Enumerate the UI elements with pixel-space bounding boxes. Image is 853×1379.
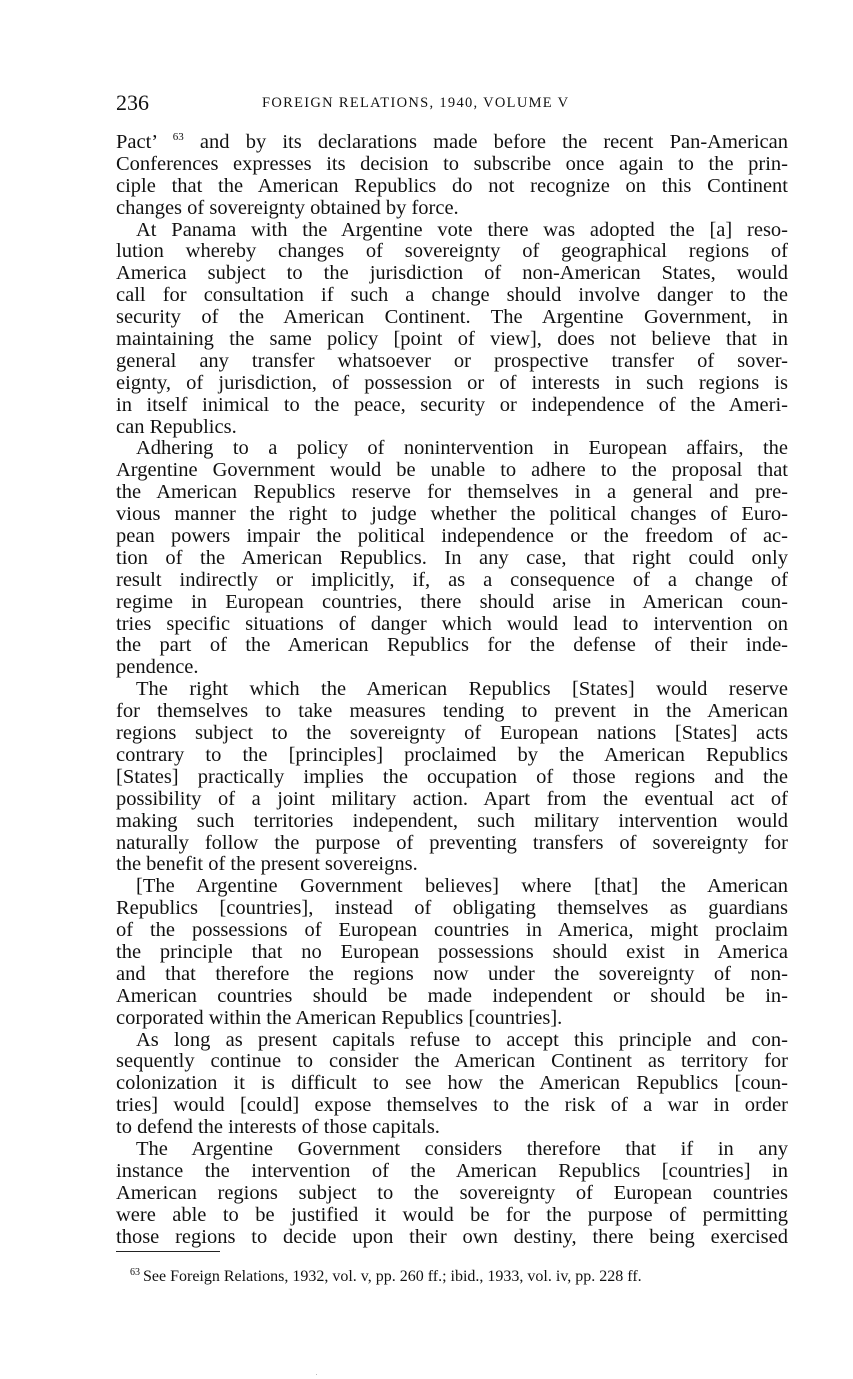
- footnote-divider: [116, 1251, 220, 1252]
- text-line: tries specific situations of danger which would lead to intervention on: [116, 613, 788, 635]
- text-line: were able to be justified it would be for the purpose of permitting: [116, 1204, 788, 1226]
- text-line: the American Republics reserve for themselves in a general and pre-: [116, 482, 788, 504]
- text-line: the part of the American Republics for the defense of their inde-: [116, 635, 788, 657]
- text-line: pean powers impair the political independence or the freedom of ac-: [116, 526, 788, 548]
- text-line: corporated within the American Republics [countries].: [116, 1007, 563, 1029]
- text-line: As long as present capitals refuse to accept this principle and con-: [136, 1029, 788, 1051]
- text-line: ciple that the American Republics do not recognize on this Continent: [116, 175, 788, 197]
- text-line: those regions to decide upon their own destiny, there being exercised: [116, 1226, 788, 1248]
- text-line: instance the intervention of the American Republics [countries] in: [116, 1160, 788, 1182]
- text-line: colonization it is difficult to see how the American Republics [coun-: [116, 1073, 788, 1095]
- text-line: changes of sovereignty obtained by force.: [116, 197, 459, 219]
- text-line: security of the American Continent. The Argentine Government, in: [116, 307, 788, 329]
- page-header: [116, 90, 788, 120]
- footnote-reference[interactable]: 63: [172, 132, 184, 144]
- text-line: maintaining the same policy [point of view], does not believe that in: [116, 329, 788, 351]
- text-line: the benefit of the present sovereigns.: [116, 854, 418, 876]
- footnote: [130, 1268, 790, 1286]
- text-line: The right which the American Republics [States] would reserve: [136, 679, 788, 701]
- text-line: call for consultation if such a change should involve danger to the: [116, 285, 788, 307]
- text-line: contrary to the [principles] proclaimed by the American Republics: [116, 744, 788, 766]
- text-line: making such territories independent, such military intervention would: [116, 810, 788, 832]
- text-line: Argentine Government would be unable to adhere to the proposal that: [116, 460, 788, 482]
- text-line: in itself inimical to the peace, security or independence of the Ameri-: [116, 394, 788, 416]
- text-line: eignty, of jurisdiction, of possession or of interests in such regions is: [116, 372, 788, 394]
- text-line: regions subject to the sovereignty of European nations [States] acts: [116, 723, 788, 745]
- text-line: for themselves to take measures tending to prevent in the American: [116, 701, 788, 723]
- text-line: Republics [countries], instead of obligating themselves as guardians: [116, 898, 788, 920]
- text-line: result indirectly or implicitly, if, as a consequence of a change of: [116, 569, 788, 591]
- text-line: the principle that no European possessions should exist in America: [116, 941, 788, 963]
- text-line: American regions subject to the sovereignty of European countries: [116, 1182, 788, 1204]
- text-line: of the possessions of European countries in America, might proclaim: [116, 920, 788, 942]
- text-line: regime in European countries, there should arise in American coun-: [116, 591, 788, 613]
- text-line: At Panama with the Argentine vote there was adopted the [a] reso-: [136, 219, 788, 241]
- footnote-text: See Foreign Relations, 1932, vol. v, pp. 260 ff.; ibid., 1933, vol. iv, pp. 228 ff.: [143, 1268, 642, 1285]
- text-line: possibility of a joint military action. Apart from the eventual act of: [116, 788, 788, 810]
- text-line: Adhering to a policy of nonintervention in European affairs, the: [136, 438, 788, 460]
- text-line: The Argentine Government considers therefore that if in any: [136, 1138, 788, 1160]
- text-line: [The Argentine Government believes] where [that] the American: [136, 876, 788, 898]
- text-line: pendence.: [116, 657, 199, 679]
- text-line: America subject to the jurisdiction of non-American States, would: [116, 263, 788, 285]
- text-line: can Republics.: [116, 416, 237, 438]
- text-line: naturally follow the purpose of preventing transfers of sovereignty for: [116, 832, 788, 854]
- text-line: American countries should be made independent or should be in-: [116, 985, 788, 1007]
- text-line: lution whereby changes of sovereignty of geographical regions of: [116, 241, 788, 263]
- text-line: Pact’ $^{63}$ and by its declarations made before the recent Pan-American: [116, 132, 788, 153]
- text-line: [States] practically implies the occupation of those regions and the: [116, 766, 788, 788]
- body-text: [116, 132, 788, 1248]
- text-line: tion of the American Republics. In any case, that right could only: [116, 547, 788, 569]
- running-head: FOREIGN RELATIONS, 1940, VOLUME V: [262, 95, 570, 111]
- text-line: to defend the interests of those capitals.: [116, 1117, 440, 1139]
- text-line: tries] would [could] expose themselves to the risk of a war in order: [116, 1095, 788, 1117]
- page-number: 236: [116, 90, 149, 115]
- scan-speck: [316, 1374, 317, 1375]
- text-line: and that therefore the regions now under the sovereignty of non-: [116, 963, 788, 985]
- text-line: sequently continue to consider the American Continent as territory for: [116, 1051, 788, 1073]
- text-line: Conferences expresses its decision to subscribe once again to the prin-: [116, 153, 788, 175]
- text-line: general any transfer whatsoever or prospective transfer of sover-: [116, 350, 788, 372]
- text-line: vious manner the right to judge whether the political changes of Euro-: [116, 504, 788, 526]
- footnote-mark: 63: [130, 1266, 140, 1278]
